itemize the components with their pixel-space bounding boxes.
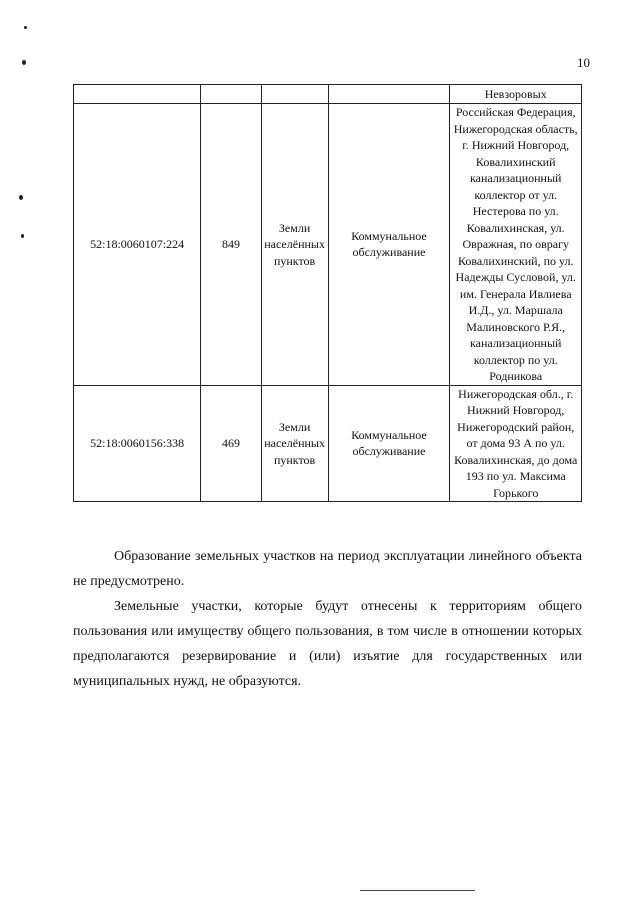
parcel-area: 469 [201,385,261,502]
scan-speck [19,195,23,200]
land-category: Земли населённых пунктов [261,104,328,386]
table-cell [201,85,261,104]
footer-rule [360,890,475,891]
scan-speck [22,60,26,65]
table-cell-address: Невзоровых [450,85,582,104]
cadastral-number: 52:18:0060107:224 [74,104,201,386]
table-cell [74,85,201,104]
parcel-address: Российская Федерация, Нижегородская область, г. Нижний Новгород, Ковалихинский канализационный коллектор от ул. Нестерова по ул. Ковалихинская, ул. Овражная, по оврагу Ковалихинский, по ул. Надежды Сусловой, ул. им. Генерала Ивлиева И.Д., ул. Маршала Малиновского Р.Я., канализационный коллектор по ул. Родникова [450,104,582,386]
table-row [74,104,582,386]
body-paragraph: Образование земельных участков на период эксплуатации линейного объекта не предусмотрено. [73,549,582,589]
permitted-use: Коммунальное обслуживание [328,104,450,386]
page-number: 10 [577,55,590,70]
table-row [74,385,582,502]
land-parcels-table [73,84,582,502]
table-cell [261,85,328,104]
body-paragraph: Земельные участки, которые будут отнесены к территориям общего пользования или имуществу общего пользования, в том числе в отношении которых предполагаются резервирование и (или) изъятие для государственных или муниципальных нужд, не образуются. [73,599,582,689]
parcel-address: Нижегородская обл., г. Нижний Новгород, Нижегородский район, от дома 93 А по ул. Ковалихинская, до дома 193 по ул. Максима Горького [450,385,582,502]
scan-speck [24,26,27,29]
parcel-area: 849 [201,104,261,386]
cadastral-number: 52:18:0060156:338 [74,385,201,502]
land-category: Земли населённых пунктов [261,385,328,502]
table-cell [328,85,450,104]
permitted-use: Коммунальное обслуживание [328,385,450,502]
table-row [74,85,582,104]
scan-speck [21,234,24,238]
